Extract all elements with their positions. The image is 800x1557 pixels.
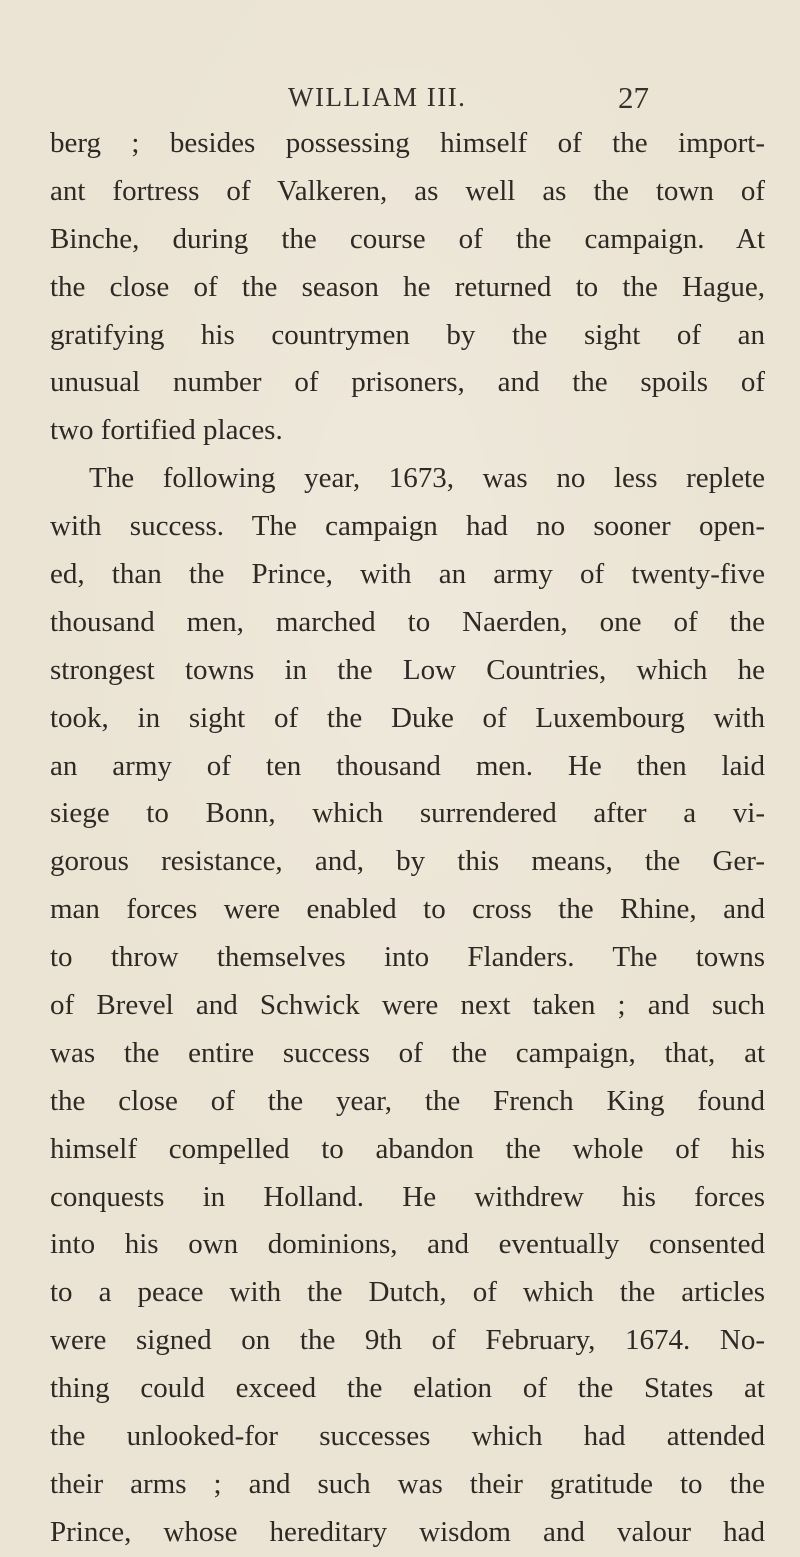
text-line: thousand men, marched to Naerden, one of the — [50, 605, 765, 638]
text-line: of Brevel and Schwick were next taken ; and such — [50, 989, 765, 1022]
text-line: gorous resistance, and, by this means, the Ger- — [50, 845, 765, 878]
text-line: Binche, during the course of the campaign. At — [50, 222, 765, 255]
text-line: strongest towns in the Low Countries, which he — [50, 653, 765, 686]
page-number: 27 — [618, 80, 649, 115]
running-head — [0, 82, 800, 122]
text-line: with success. The campaign had no sooner open- — [50, 510, 765, 543]
text-line: ed, than the Prince, with an army of twenty-five — [50, 558, 765, 591]
text-line: the unlooked-for successes which had attended — [50, 1420, 765, 1453]
text-line: man forces were enabled to cross the Rhine, and — [50, 893, 765, 926]
text-line: their arms ; and such was their gratitude to the — [50, 1467, 765, 1500]
text-line: into his own dominions, and eventually consented — [50, 1228, 765, 1261]
text-line: unusual number of prisoners, and the spoils of — [50, 366, 765, 399]
text-line: took, in sight of the Duke of Luxembourg with — [50, 701, 765, 734]
text-line: to a peace with the Dutch, of which the articles — [50, 1276, 765, 1309]
text-line: thing could exceed the elation of the States at — [50, 1372, 765, 1405]
text-line: two fortified places. — [50, 414, 283, 447]
text-line: gratifying his countrymen by the sight of an — [50, 318, 765, 351]
text-line: an army of ten thousand men. He then laid — [50, 749, 765, 782]
body-text — [50, 120, 765, 1557]
text-line: himself compelled to abandon the whole of his — [50, 1132, 765, 1165]
text-line: berg ; besides possessing himself of the import- — [50, 127, 765, 159]
text-line: the close of the year, the French King found — [50, 1084, 765, 1117]
text-line: was the entire success of the campaign, that, at — [50, 1036, 765, 1069]
text-line: The following year, 1673, was no less replete — [89, 462, 765, 495]
text-line: the close of the season he returned to the Hague, — [50, 270, 765, 303]
text-line: ant fortress of Valkeren, as well as the town of — [50, 174, 765, 207]
text-line: conquests in Holland. He withdrew his forces — [50, 1180, 765, 1213]
running-head-title: WILLIAM III. — [288, 82, 467, 112]
text-line: Prince, whose hereditary wisdom and valour had — [50, 1515, 765, 1548]
text-line: were signed on the 9th of February, 1674. No- — [50, 1324, 765, 1357]
text-line: to throw themselves into Flanders. The towns — [50, 941, 765, 974]
text-line: siege to Bonn, which surrendered after a vi- — [50, 797, 765, 830]
